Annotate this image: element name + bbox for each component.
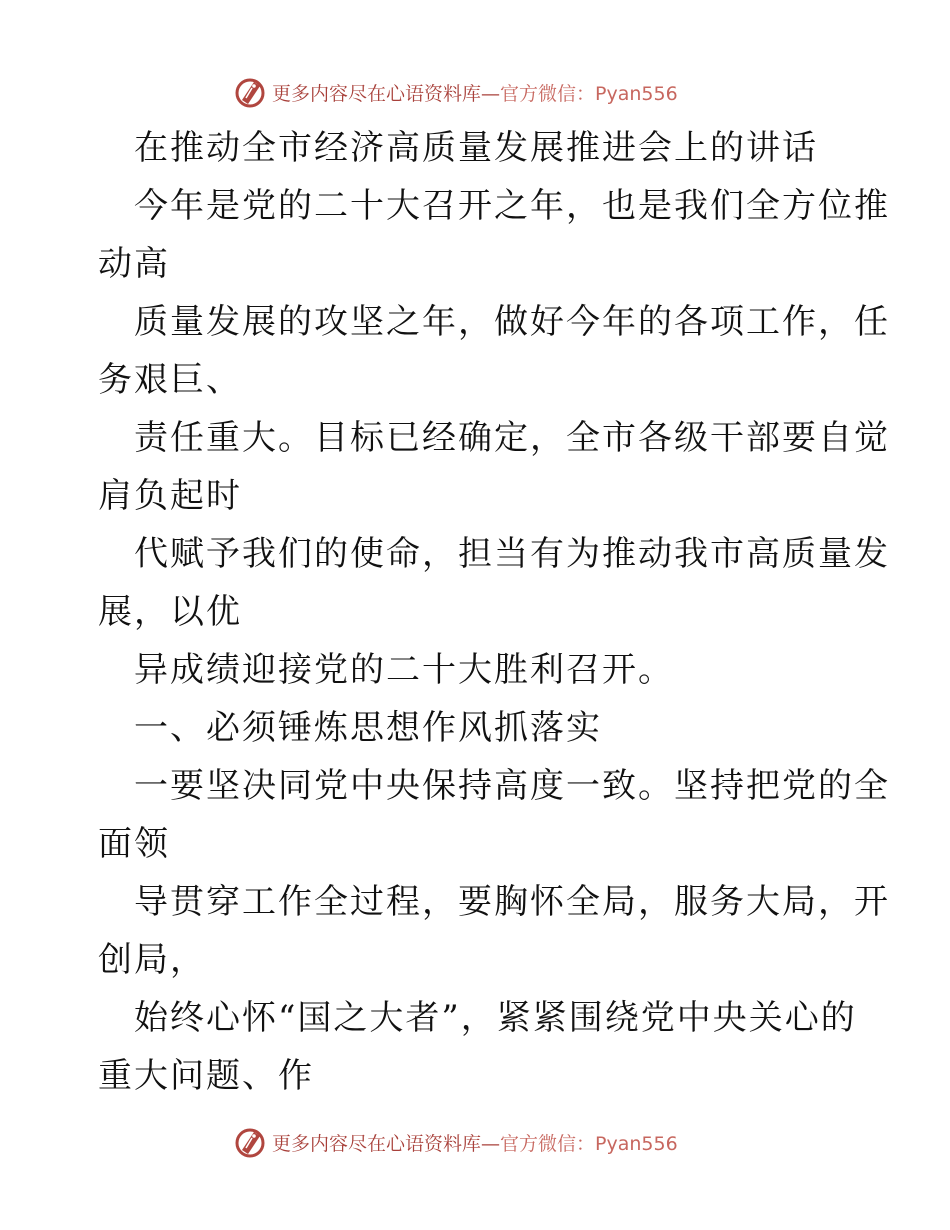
wechat-id: Pyan556: [595, 1132, 678, 1155]
paragraph-line: 异成绩迎接党的二十大胜利召开。: [134, 650, 674, 690]
banner-text: 更多内容尽在心语资料库—: [272, 82, 501, 105]
pen-nib-logo-icon: [232, 1124, 268, 1160]
paragraph-line: 导贯穿工作全过程，要胸怀全局，服务大局，开: [134, 882, 890, 922]
paragraph-line: 一要坚决同党中央保持高度一致。坚持把党的全: [134, 766, 890, 806]
section-heading: 一、必须锤炼思想作风抓落实: [134, 708, 602, 748]
header-watermark-banner: [0, 72, 950, 112]
paragraph-line: 创局，: [98, 940, 206, 980]
wechat-id: Pyan556: [595, 82, 678, 105]
paragraph-line: 务艰巨、: [98, 360, 242, 400]
footer-watermark-banner: [0, 1122, 950, 1162]
document-title: 在推动全市经济高质量发展推进会上的讲话: [134, 128, 818, 168]
paragraph-line: 展，以优: [98, 592, 242, 632]
paragraph-line: 肩负起时: [98, 476, 242, 516]
banner-text: 更多内容尽在心语资料库—: [272, 1132, 501, 1155]
wechat-label: 官方微信：: [500, 82, 596, 105]
wechat-label: 官方微信：: [500, 1132, 596, 1155]
paragraph-line: 质量发展的攻坚之年，做好今年的各项工作，任: [134, 302, 890, 342]
paragraph-line: 责任重大。目标已经确定，全市各级干部要自觉: [134, 418, 890, 458]
paragraph-line: 重大问题、作: [98, 1056, 314, 1096]
paragraph-line: 始终心怀“国之大者”，紧紧围绕党中央关心的: [134, 998, 857, 1038]
paragraph-line: 动高: [98, 244, 170, 284]
paragraph-line: 今年是党的二十大召开之年，也是我们全方位推: [134, 186, 890, 226]
paragraph-line: 代赋予我们的使命，担当有为推动我市高质量发: [134, 534, 890, 574]
paragraph-line: 面领: [98, 824, 170, 864]
pen-nib-logo-icon: [232, 74, 268, 110]
